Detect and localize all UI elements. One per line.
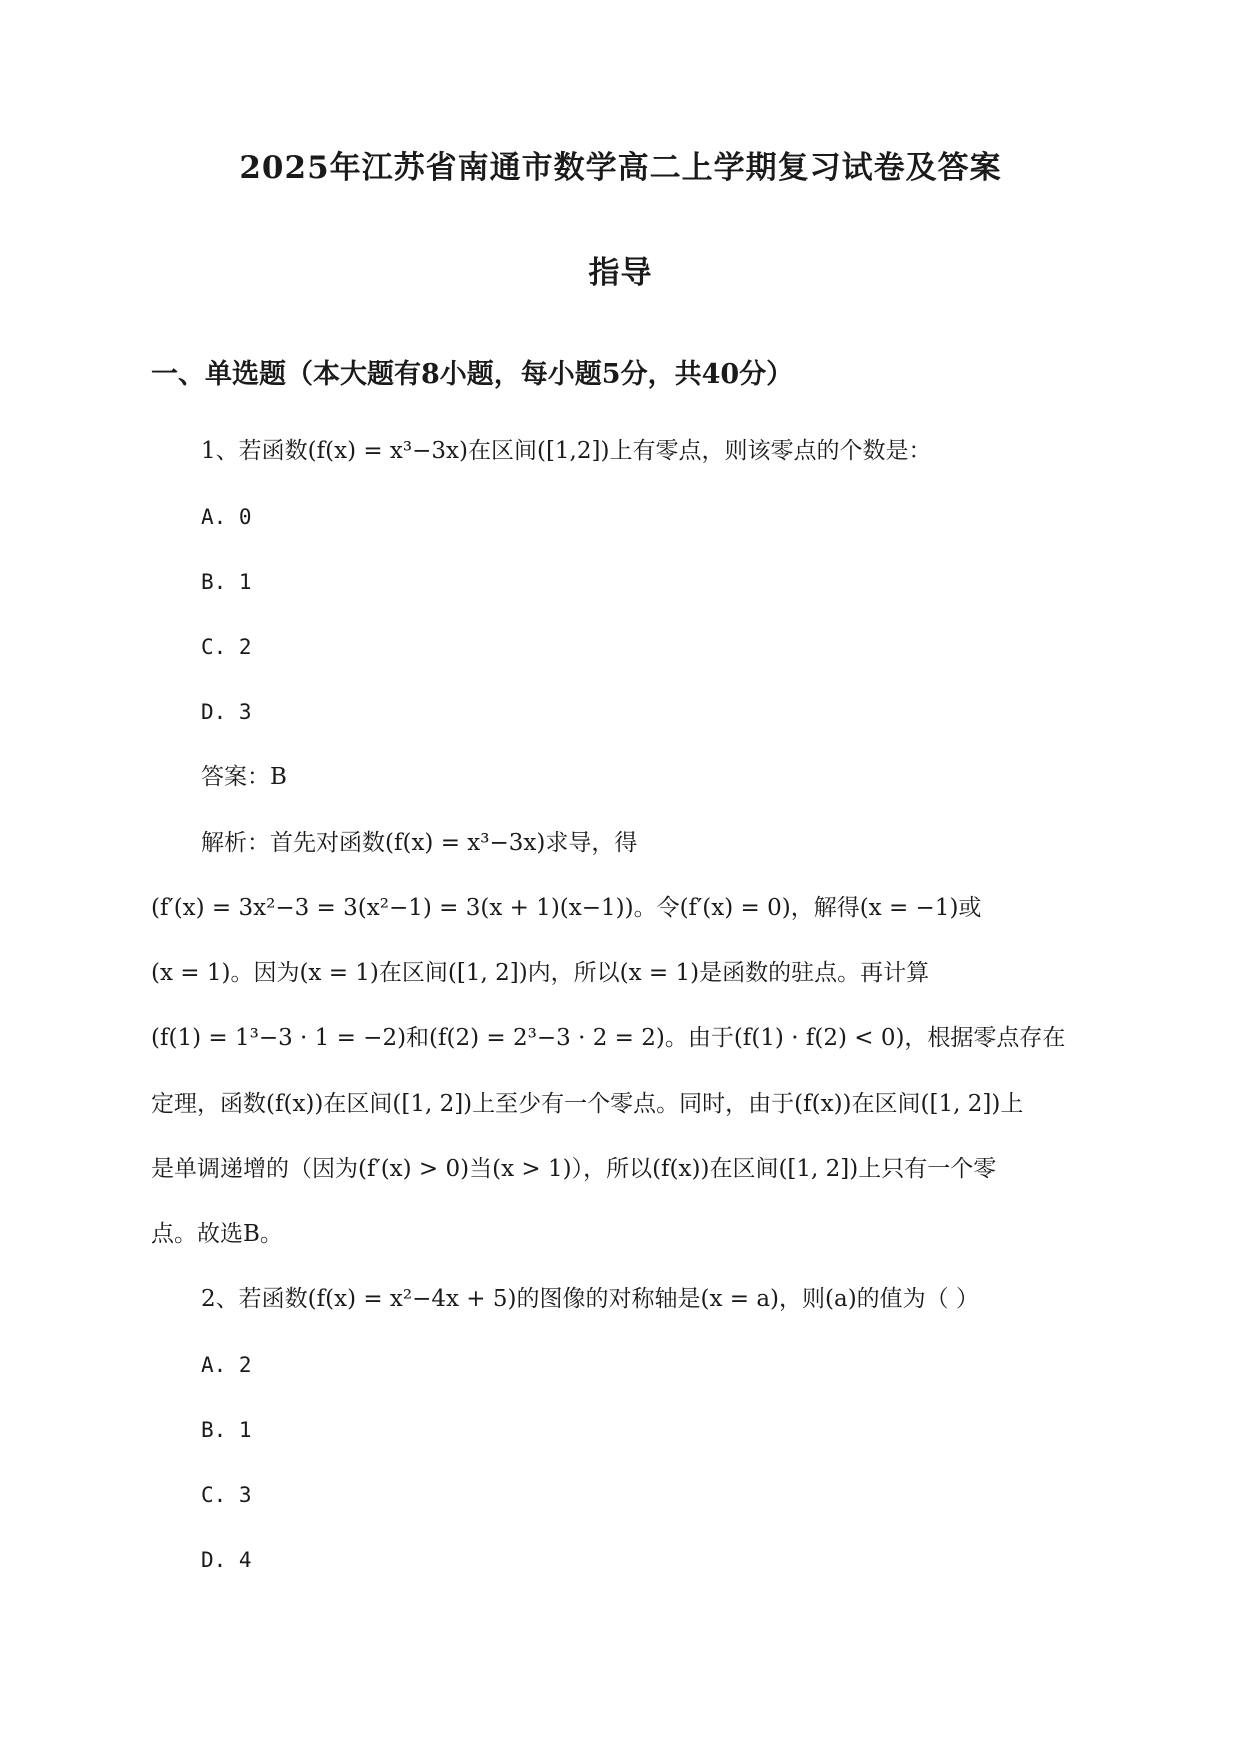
question-2-stem: 2、若函数(f(x) = x²−4x + 5)的图像的对称轴是(x = a)，则(a)的值为（ ） — [201, 1286, 979, 1312]
question-1-analysis-line: 解析：首先对函数(f(x) = x³−3x)求导，得 — [201, 830, 638, 856]
question-1-analysis-line: (f(1) = 1³−3 · 1 = −2)和(f(2) = 2³−3 · 2 = 2)。由于(f(1) · f(2) < 0)，根据零点存在 — [151, 1025, 1066, 1051]
question-1-option-c: C. 2 — [201, 635, 252, 659]
document-title-line1: 2025年江苏省南通市数学高二上学期复习试卷及答案 — [239, 150, 1002, 186]
question-2-option-a: A. 2 — [201, 1353, 252, 1377]
question-1-analysis-line: 定理，函数(f(x))在区间([1, 2])上至少有一个零点。同时，由于(f(x))在区间([1, 2])上 — [151, 1091, 1024, 1117]
question-1-analysis-line: 是单调递增的（因为(f′(x) > 0)当(x > 1)），所以(f(x))在区间([1, 2])上只有一个零 — [151, 1156, 997, 1182]
question-1-stem: 1、若函数(f(x) = x³−3x)在区间([1,2])上有零点，则该零点的个数是： — [201, 438, 932, 464]
question-1-analysis-line: 点。故选B。 — [151, 1221, 283, 1247]
question-2-option-c: C. 3 — [201, 1483, 252, 1507]
question-1-option-b: B. 1 — [201, 570, 252, 594]
question-2-option-b: B. 1 — [201, 1418, 252, 1442]
question-1-option-a: A. 0 — [201, 505, 252, 529]
question-1-analysis-line: (f′(x) = 3x²−3 = 3(x²−1) = 3(x + 1)(x−1))。令(f′(x) = 0)，解得(x = −1)或 — [151, 895, 982, 921]
question-1-option-d: D. 3 — [201, 700, 252, 724]
question-2-option-d: D. 4 — [201, 1548, 252, 1572]
question-1-answer: 答案：B — [201, 764, 287, 790]
document-title-line2: 指导 — [588, 255, 653, 291]
section-heading-single-choice: 一、单选题（本大题有8小题，每小题5分，共40分） — [151, 359, 794, 390]
question-1-analysis-line: (x = 1)。因为(x = 1)在区间([1, 2])内，所以(x = 1)是函数的驻点。再计算 — [151, 960, 930, 986]
